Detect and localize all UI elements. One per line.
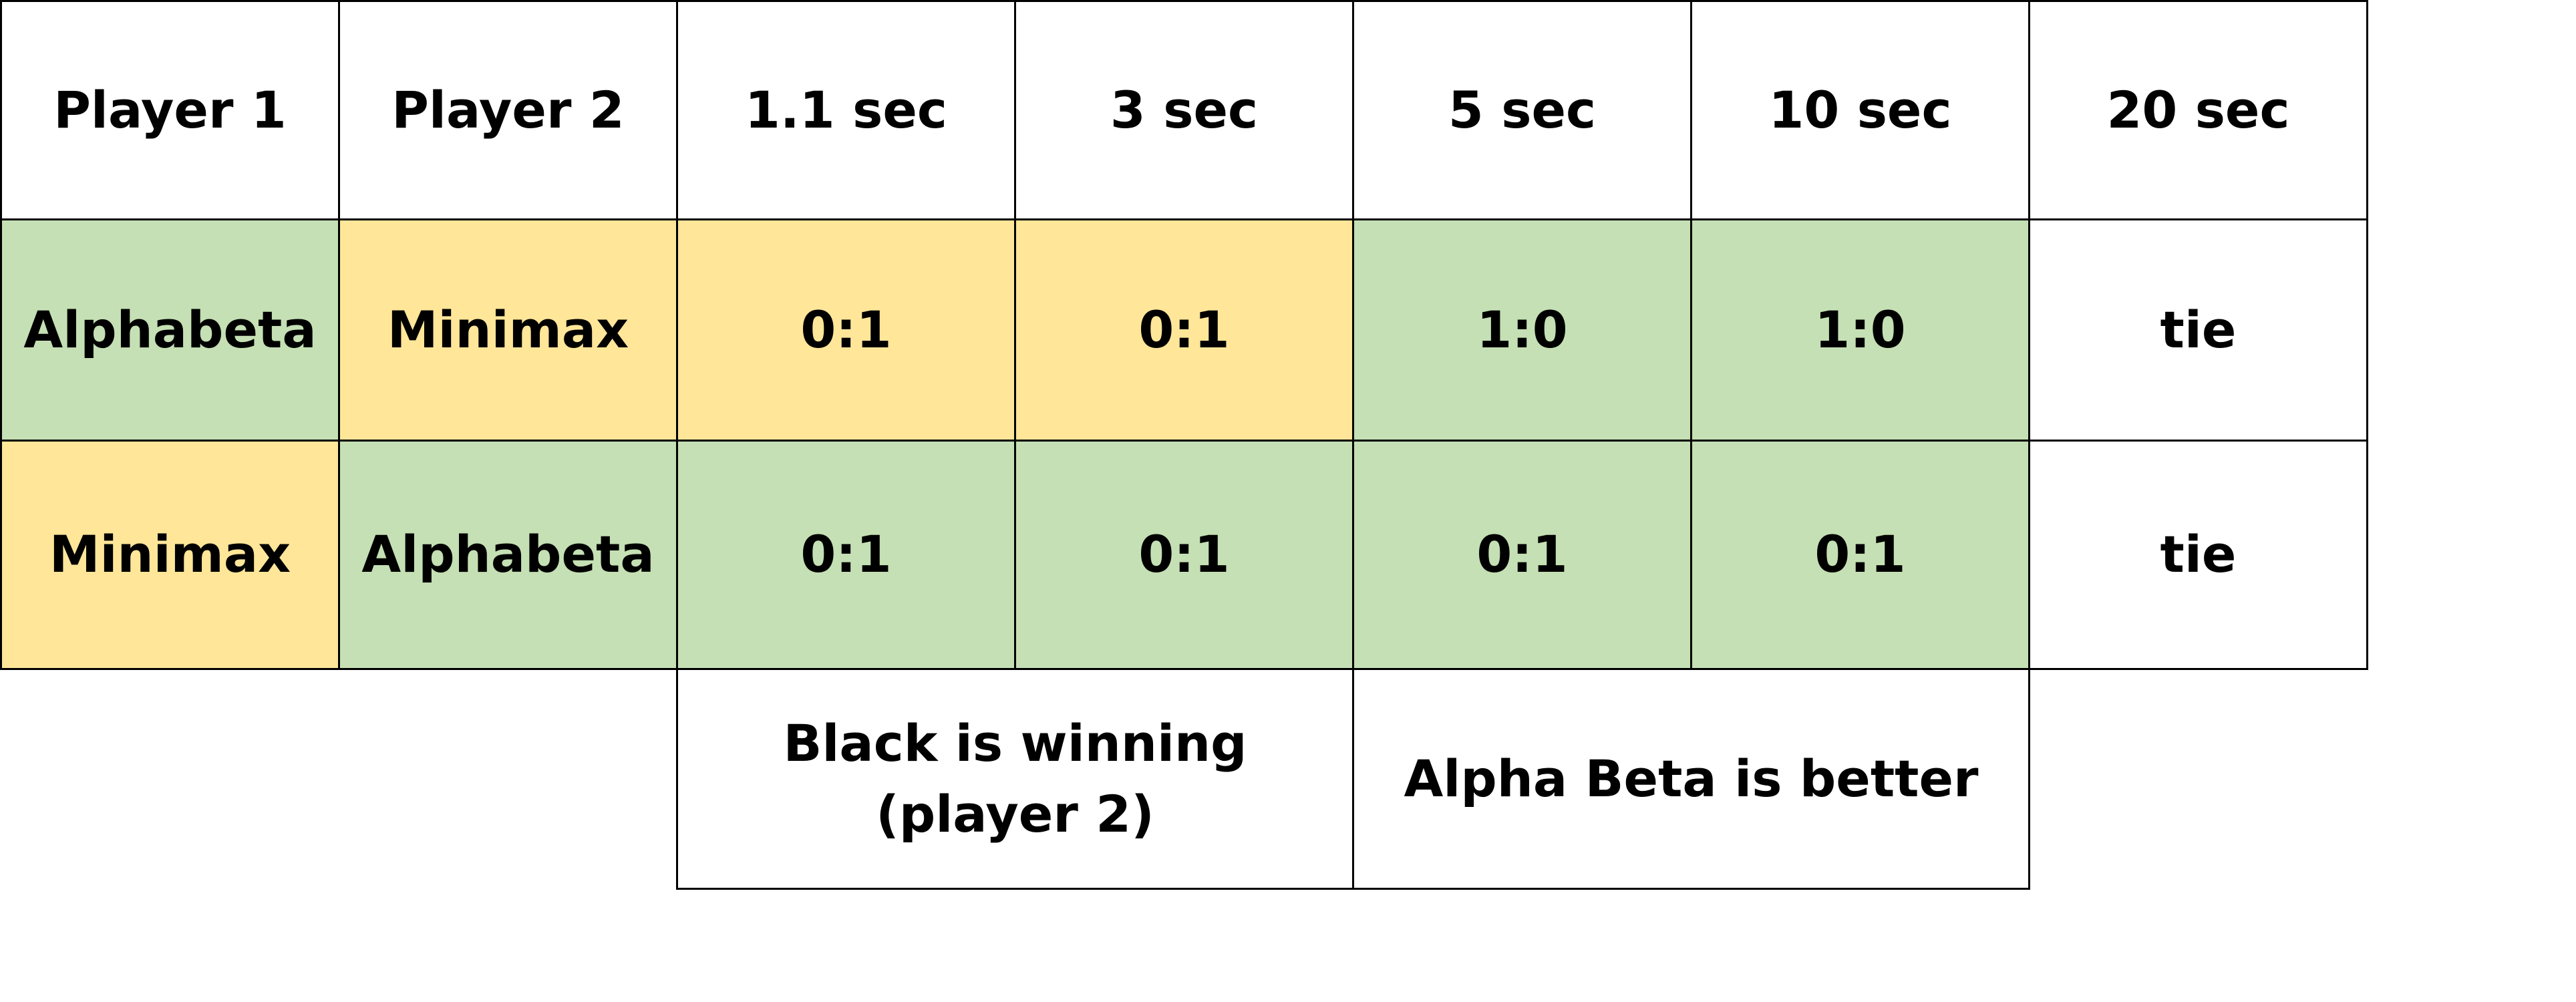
- row-2-result-3-sec: 0:1: [1014, 440, 1354, 670]
- row-1-result-5-sec: 1:0: [1352, 218, 1692, 442]
- row-1-player-1: Alphabeta: [0, 218, 340, 442]
- header-time-5-sec: 5 sec: [1352, 0, 1692, 220]
- row-2-result-1-1-sec: 0:1: [676, 440, 1016, 670]
- header-player-2: Player 2: [338, 0, 678, 220]
- note-black-winning: Black is winning (player 2): [676, 668, 1354, 890]
- header-time-3-sec: 3 sec: [1014, 0, 1354, 220]
- row-1-result-10-sec: 1:0: [1690, 218, 2030, 442]
- row-2-result-10-sec: 0:1: [1690, 440, 2030, 670]
- row-1-result-3-sec: 0:1: [1014, 218, 1354, 442]
- row-2-result-5-sec: 0:1: [1352, 440, 1692, 670]
- header-player-1: Player 1: [0, 0, 340, 220]
- row-2-result-20-sec: tie: [2028, 440, 2368, 670]
- row-2-player-2: Alphabeta: [338, 440, 678, 670]
- header-time-20-sec: 20 sec: [2028, 0, 2368, 220]
- row-2-player-1: Minimax: [0, 440, 340, 670]
- row-1-player-2: Minimax: [338, 218, 678, 442]
- row-1-result-1-1-sec: 0:1: [676, 218, 1016, 442]
- header-time-10-sec: 10 sec: [1690, 0, 2030, 220]
- row-1-result-20-sec: tie: [2028, 218, 2368, 442]
- header-time-1-1-sec: 1.1 sec: [676, 0, 1016, 220]
- note-alpha-beta-better: Alpha Beta is better: [1352, 668, 2030, 890]
